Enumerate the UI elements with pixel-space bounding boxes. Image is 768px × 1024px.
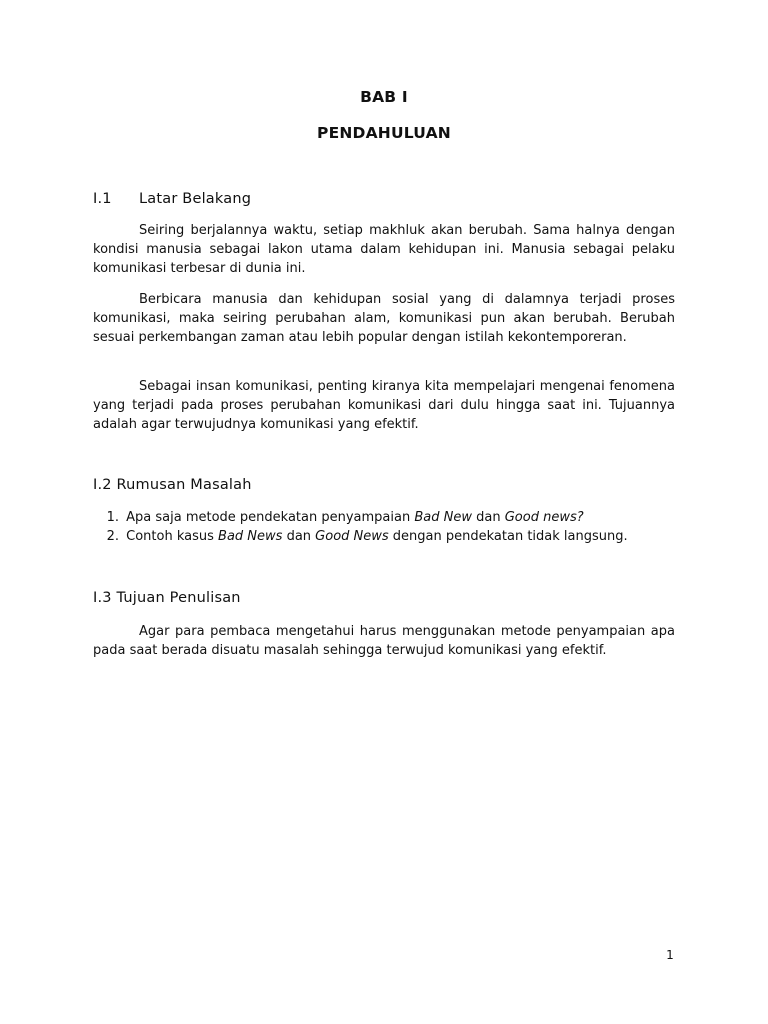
chapter-title: PENDAHULUAN [317, 124, 451, 142]
paragraph-text: Seiring berjalannya waktu, setiap makhluk akan berubah. Sama halnya dengan kondisi manusia sebagai lakon utama dalam kehidupan ini. Manusia sebagai pelaku komunikasi terbesar di dunia ini. [93, 223, 675, 276]
paragraph [93, 221, 675, 278]
paragraph-text: Sebagai insan komunikasi, penting kiranya kita mempelajari mengenai fenomena yang terjadi pada proses perubahan komunikasi dari dulu hingga saat ini. Tujuannya adalah agar terwujudnya komunikasi yang efektif. [93, 379, 675, 432]
list-text: Apa saja metode pendekatan penyampaian Bad New dan Good news? [126, 510, 584, 525]
paragraph [93, 290, 675, 347]
list-item [93, 527, 683, 546]
paragraph [93, 622, 675, 660]
section-number: I.1 [93, 191, 112, 207]
problem-list [93, 508, 683, 546]
section-title: Latar Belakang [139, 191, 252, 207]
list-item [93, 508, 683, 527]
paragraph-text: Agar para pembaca mengetahui harus menggunakan metode penyampaian apa pada saat berada disuatu masalah sehingga terwujud komunikasi yang efektif. [93, 624, 675, 658]
list-number: 2. [106, 529, 119, 544]
page-number: 1 [666, 948, 674, 962]
chapter-number: BAB I [360, 88, 408, 106]
section-heading-rumusan-masalah: I.2 Rumusan Masalah [93, 477, 252, 493]
paragraph-text: Berbicara manusia dan kehidupan sosial yang di dalamnya terjadi proses komunikasi, maka seiring perubahan alam, komunikasi pun akan berubah. Berubah sesuai perkembangan zaman atau lebih popular dengan istilah kekontemporeran. [93, 292, 675, 345]
section-heading-latar-belakang [93, 190, 251, 209]
list-text: Contoh kasus Bad News dan Good News dengan pendekatan tidak langsung. [126, 529, 628, 544]
list-number: 1. [106, 510, 119, 525]
paragraph [93, 377, 675, 434]
section-heading-tujuan-penulisan: I.3 Tujuan Penulisan [93, 590, 241, 606]
